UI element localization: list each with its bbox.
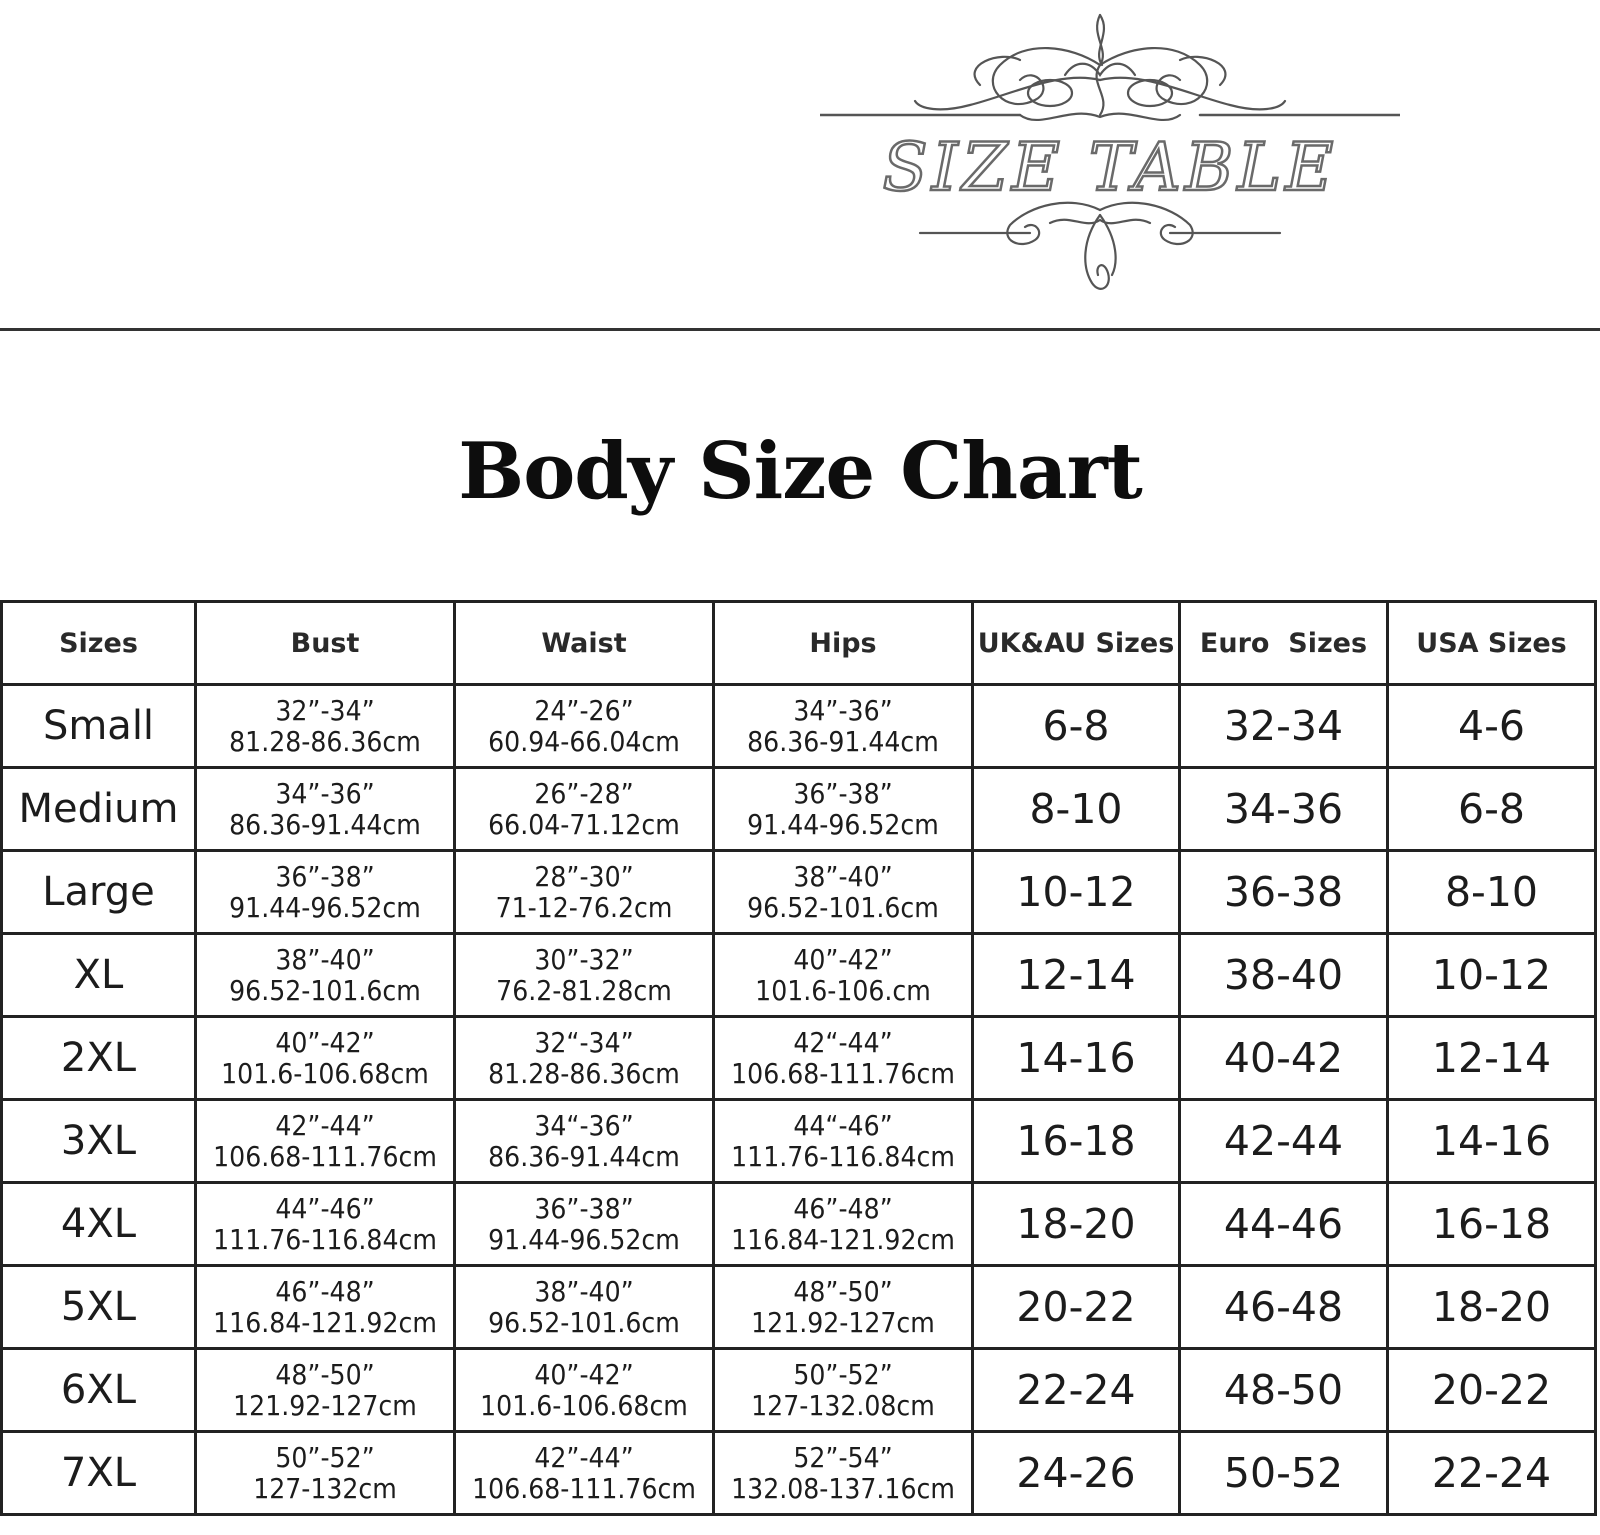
waist-cell-inches: 38”-40” [534, 1274, 634, 1308]
waist-cell-inches: 24”-26” [534, 693, 634, 727]
column-header-hips: Hips [714, 602, 973, 685]
size-table-logo [820, 5, 1400, 305]
bust-cell [196, 1266, 455, 1349]
waist-cell [455, 685, 714, 768]
bust-cell [196, 1183, 455, 1266]
bust-cell-cm: 116.84-121.92cm [213, 1306, 437, 1339]
bust-cell [196, 685, 455, 768]
uk-au-size-cell: 24-26 [973, 1432, 1180, 1515]
column-header-euro-sizes: Euro Sizes [1180, 602, 1388, 685]
table-row [2, 768, 1596, 851]
uk-au-size-cell: 16-18 [973, 1100, 1180, 1183]
usa-size-cell: 18-20 [1388, 1266, 1596, 1349]
bust-cell [196, 1432, 455, 1515]
euro-size-cell: 46-48 [1180, 1266, 1388, 1349]
hips-cell-cm: 111.76-116.84cm [731, 1140, 955, 1173]
bust-cell-inches: 36”-38” [275, 859, 375, 893]
uk-au-size-cell: 12-14 [973, 934, 1180, 1017]
table-body [2, 685, 1596, 1515]
bust-cell-cm: 96.52-101.6cm [229, 974, 421, 1007]
table-header-row [2, 602, 1596, 685]
page-title: Body Size Chart [458, 426, 1142, 517]
size-chart-table [0, 600, 1597, 1516]
usa-size-cell: 4-6 [1388, 685, 1596, 768]
bust-cell-inches: 44”-46” [275, 1191, 375, 1225]
hips-cell-inches: 34”-36” [793, 693, 893, 727]
hips-cell [714, 851, 973, 934]
hips-cell-cm: 91.44-96.52cm [747, 808, 939, 841]
size-name-cell: Small [2, 685, 196, 768]
waist-cell-inches: 28”-30” [534, 859, 634, 893]
table-row [2, 1349, 1596, 1432]
waist-cell-inches: 26”-28” [534, 776, 634, 810]
table-row [2, 1432, 1596, 1515]
waist-cell [455, 934, 714, 1017]
euro-size-cell: 40-42 [1180, 1017, 1388, 1100]
bust-cell-inches: 38”-40” [275, 942, 375, 976]
hips-cell-inches: 52”-54” [793, 1440, 893, 1474]
bust-cell-cm: 86.36-91.44cm [229, 808, 421, 841]
size-name-cell: Medium [2, 768, 196, 851]
hips-cell-cm: 132.08-137.16cm [731, 1472, 955, 1505]
usa-size-cell: 6-8 [1388, 768, 1596, 851]
hips-cell-cm: 116.84-121.92cm [731, 1223, 955, 1256]
uk-au-size-cell: 20-22 [973, 1266, 1180, 1349]
euro-size-cell: 32-34 [1180, 685, 1388, 768]
waist-cell-cm: 86.36-91.44cm [488, 1140, 680, 1173]
waist-cell [455, 1349, 714, 1432]
table-row [2, 1017, 1596, 1100]
waist-cell [455, 768, 714, 851]
bust-cell-inches: 48”-50” [275, 1357, 375, 1391]
size-name-cell: XL [2, 934, 196, 1017]
hips-cell [714, 1100, 973, 1183]
hips-cell-cm: 127-132.08cm [751, 1389, 935, 1422]
header-divider [0, 328, 1600, 331]
bust-cell [196, 1017, 455, 1100]
euro-size-cell: 42-44 [1180, 1100, 1388, 1183]
hips-cell-cm: 96.52-101.6cm [747, 891, 939, 924]
bust-cell-cm: 101.6-106.68cm [221, 1057, 429, 1090]
bust-cell-inches: 32”-34” [275, 693, 375, 727]
euro-size-cell: 48-50 [1180, 1349, 1388, 1432]
bust-cell [196, 1100, 455, 1183]
waist-cell [455, 1100, 714, 1183]
waist-cell-cm: 101.6-106.68cm [480, 1389, 688, 1422]
waist-cell [455, 1017, 714, 1100]
bust-cell-inches: 40”-42” [275, 1025, 375, 1059]
hips-cell [714, 1017, 973, 1100]
size-name-cell: 2XL [2, 1017, 196, 1100]
hips-cell [714, 1349, 973, 1432]
uk-au-size-cell: 8-10 [973, 768, 1180, 851]
bust-cell [196, 1349, 455, 1432]
hips-cell [714, 1432, 973, 1515]
bust-cell-cm: 111.76-116.84cm [213, 1223, 437, 1256]
usa-size-cell: 10-12 [1388, 934, 1596, 1017]
table-row [2, 1183, 1596, 1266]
bust-cell-inches: 46”-48” [275, 1274, 375, 1308]
waist-cell-cm: 96.52-101.6cm [488, 1306, 680, 1339]
hips-cell-inches: 44“-46” [793, 1108, 893, 1142]
size-name-cell: 7XL [2, 1432, 196, 1515]
euro-size-cell: 50-52 [1180, 1432, 1388, 1515]
table-row [2, 685, 1596, 768]
waist-cell [455, 1183, 714, 1266]
bust-cell-cm: 121.92-127cm [233, 1389, 417, 1422]
hips-cell-inches: 42“-44” [793, 1025, 893, 1059]
waist-cell-cm: 71-12-76.2cm [495, 891, 673, 924]
size-name-cell: 6XL [2, 1349, 196, 1432]
waist-cell [455, 1432, 714, 1515]
euro-size-cell: 38-40 [1180, 934, 1388, 1017]
hips-cell-inches: 46”-48” [793, 1191, 893, 1225]
bust-cell-cm: 106.68-111.76cm [213, 1140, 437, 1173]
hips-cell-cm: 106.68-111.76cm [731, 1057, 955, 1090]
hips-cell-cm: 101.6-106.cm [755, 974, 931, 1007]
hips-cell-inches: 40”-42” [793, 942, 893, 976]
column-header-usa-sizes: USA Sizes [1388, 602, 1596, 685]
bust-cell [196, 851, 455, 934]
hips-cell-inches: 36”-38” [793, 776, 893, 810]
waist-cell-cm: 91.44-96.52cm [488, 1223, 680, 1256]
hips-cell-inches: 48”-50” [793, 1274, 893, 1308]
waist-cell-inches: 32“-34” [534, 1025, 634, 1059]
waist-cell-inches: 36”-38” [534, 1191, 634, 1225]
waist-cell-inches: 30”-32” [534, 942, 634, 976]
bust-cell-cm: 127-132cm [253, 1472, 397, 1505]
uk-au-size-cell: 6-8 [973, 685, 1180, 768]
hips-cell-cm: 86.36-91.44cm [747, 725, 939, 758]
size-name-cell: 4XL [2, 1183, 196, 1266]
table-row [2, 851, 1596, 934]
size-name-cell: Large [2, 851, 196, 934]
hips-cell [714, 1183, 973, 1266]
bust-cell-cm: 91.44-96.52cm [229, 891, 421, 924]
usa-size-cell: 12-14 [1388, 1017, 1596, 1100]
hips-cell [714, 685, 973, 768]
column-header-uk-au-sizes: UK&AU Sizes [973, 602, 1180, 685]
size-name-cell: 5XL [2, 1266, 196, 1349]
table-row [2, 934, 1596, 1017]
waist-cell-cm: 76.2-81.28cm [496, 974, 672, 1007]
column-header-sizes: Sizes [2, 602, 196, 685]
waist-cell-cm: 81.28-86.36cm [488, 1057, 680, 1090]
euro-size-cell: 44-46 [1180, 1183, 1388, 1266]
bust-cell [196, 768, 455, 851]
usa-size-cell: 22-24 [1388, 1432, 1596, 1515]
waist-cell-inches: 42”-44” [534, 1440, 634, 1474]
table-row [2, 1266, 1596, 1349]
waist-cell [455, 1266, 714, 1349]
waist-cell-cm: 106.68-111.76cm [472, 1472, 696, 1505]
uk-au-size-cell: 10-12 [973, 851, 1180, 934]
waist-cell [455, 851, 714, 934]
hips-cell [714, 934, 973, 1017]
hips-cell [714, 768, 973, 851]
uk-au-size-cell: 22-24 [973, 1349, 1180, 1432]
usa-size-cell: 16-18 [1388, 1183, 1596, 1266]
uk-au-size-cell: 14-16 [973, 1017, 1180, 1100]
euro-size-cell: 34-36 [1180, 768, 1388, 851]
waist-cell-cm: 60.94-66.04cm [488, 725, 680, 758]
bust-cell-inches: 42”-44” [275, 1108, 375, 1142]
usa-size-cell: 8-10 [1388, 851, 1596, 934]
bust-cell-inches: 34”-36” [275, 776, 375, 810]
hips-cell-inches: 38”-40” [793, 859, 893, 893]
bust-cell [196, 934, 455, 1017]
waist-cell-cm: 66.04-71.12cm [488, 808, 680, 841]
waist-cell-inches: 34“-36” [534, 1108, 634, 1142]
uk-au-size-cell: 18-20 [973, 1183, 1180, 1266]
usa-size-cell: 20-22 [1388, 1349, 1596, 1432]
hips-cell [714, 1266, 973, 1349]
usa-size-cell: 14-16 [1388, 1100, 1596, 1183]
column-header-waist: Waist [455, 602, 714, 685]
euro-size-cell: 36-38 [1180, 851, 1388, 934]
hips-cell-inches: 50”-52” [793, 1357, 893, 1391]
size-table-logo-text: SIZE TABLE [882, 129, 1338, 206]
size-name-cell: 3XL [2, 1100, 196, 1183]
table-row [2, 1100, 1596, 1183]
column-header-bust: Bust [196, 602, 455, 685]
waist-cell-inches: 40”-42” [534, 1357, 634, 1391]
bust-cell-inches: 50”-52” [275, 1440, 375, 1474]
hips-cell-cm: 121.92-127cm [751, 1306, 935, 1339]
bust-cell-cm: 81.28-86.36cm [229, 725, 421, 758]
